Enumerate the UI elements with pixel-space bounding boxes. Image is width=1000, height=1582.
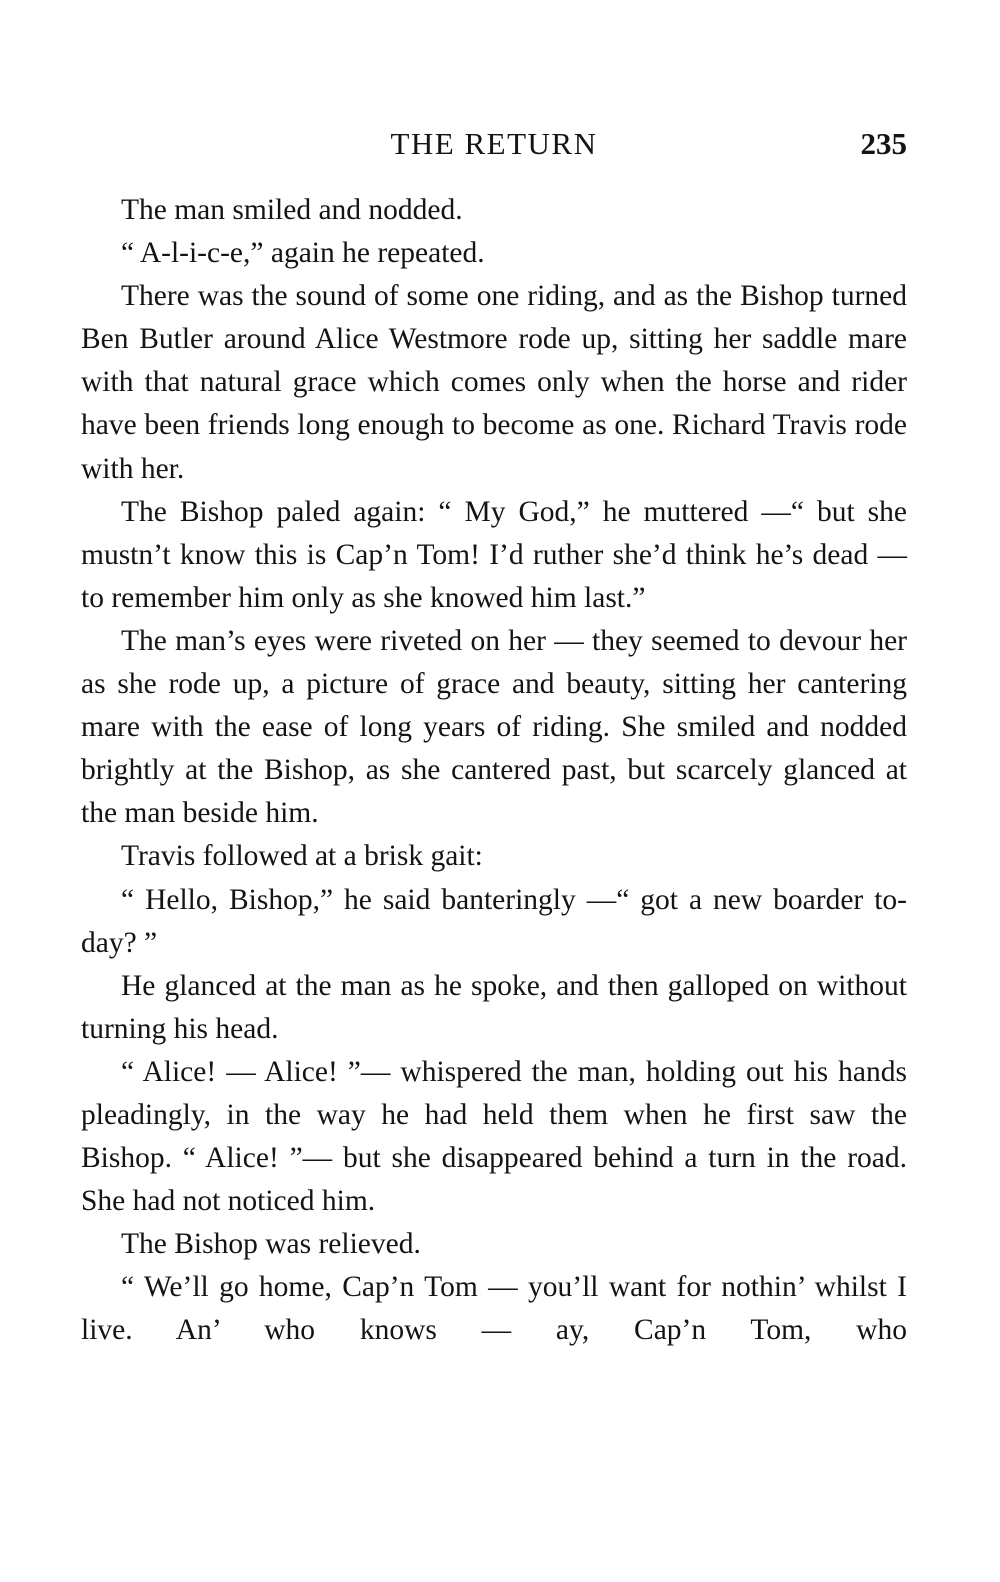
paragraph: He glanced at the man as he spoke, and then galloped on without turning his head. — [81, 969, 907, 1045]
paragraph: The man smiled and nodded. — [121, 194, 463, 226]
paragraph: The Bishop was relieved. — [121, 1228, 421, 1261]
paragraph: “ A-l-i-c-e,” again he repeated. — [121, 237, 485, 270]
paragraph: The Bishop paled again: “ My God,” he muttered —“ but she mustn’t know this is Cap’n Tom! I’d ruther she’d think he’s dead — to remember him only as she knowed him last.” — [81, 495, 907, 614]
body-text — [81, 189, 907, 1353]
paragraph: Travis followed at a brisk gait: — [121, 840, 483, 873]
page-header — [81, 124, 907, 164]
paragraph: “ Hello, Bishop,” he said banteringly —“ got a new boarder to-day? ” — [81, 883, 907, 959]
paragraph: “ Alice! — Alice! ”— whispered the man, holding out his hands pleadingly, in the way he had held them when he first saw the Bishop. “ Alice! ”— but she disappeared behind a turn in the road. She had not noticed him. — [81, 1055, 907, 1218]
page-number: 235 — [860, 126, 907, 161]
paragraph: “ We’ll go home, Cap’n Tom — you’ll want for nothin’ whilst I live. An’ who knows — ay, Cap’n Tom, who — [81, 1271, 907, 1347]
paragraph: There was the sound of some one riding, and as the Bishop turned Ben Butler around Alice Westmore rode up, sitting her saddle mare with that natural grace which comes only when the horse and rider have been friends long enough to become as one. Richard Travis rode with her. — [81, 280, 907, 485]
running-title: THE RETURN — [390, 126, 598, 161]
paragraph: The man’s eyes were riveted on her — they seemed to devour her as she rode up, a picture of grace and beauty, sitting her cantering mare with the ease of long years of riding. She smiled and nodded brightly at the Bishop, as she cantered past, but scarcely glanced at the man beside him. — [81, 624, 907, 830]
